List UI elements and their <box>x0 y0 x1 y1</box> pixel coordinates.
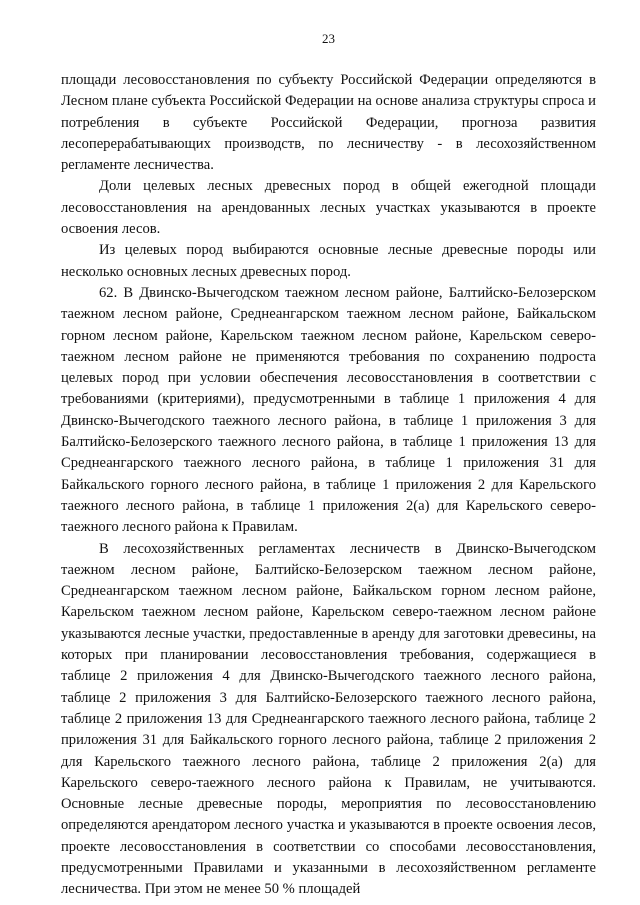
paragraph-target-species-selection: Из целевых пород выбираются основные лесные древесные породы или несколько основных лесных древесных пород. <box>61 242 596 280</box>
paragraph-target-species-shares: Доли целевых лесных древесных пород в общей ежегодной площади лесовосстановления на арендованных лесных участках указываются в проекте освоения лесов. <box>61 178 596 238</box>
paragraph-clause-62: 62. В Двинско-Вычегодском таежном лесном районе, Балтийско-Белозерском таежном лесном районе, Среднеангарском таежном лесном районе, Байкальском горном лесном районе, Карельском таежном лесном районе, Карельском северо-таежном лесном районе не применяются требования по сохранению подроста целевых пород при условии обеспечения лесовосстановления в соответствии с требованиями (критериями), предусмотренными в таблице 1 приложения 4 для Двинско-Вычегодского таежного лесного района, в таблице 1 приложения 3 для Балтийско-Белозерского таежного лесного района, в таблице 1 приложения 13 для Среднеангарского таежного лесного района, в таблице 1 приложения 31 для Байкальского горного лесного района, в таблице 1 приложения 2 для Карельского таежного лесного района, в таблице 1 приложения 2(а) для Карельского северо-таежного лесного района к Правилам. <box>61 284 596 536</box>
paragraph-continuation: площади лесовосстановления по субъекту Российской Федерации определяются в Лесном плане субъекта Российской Федерации на основе анализа структуры спроса и потребления в субъекте Российской Федерации, прогноза развития лесоперерабатывающих производств, по лесничеству - в лесохозяйственном регламенте лесничества. <box>61 72 596 174</box>
paragraph-forestry-regulations: В лесохозяйственных регламентах лесничеств в Двинско-Вычегодском таежном лесном районе, Балтийско-Белозерском таежном лесном районе, Среднеангарском таежном лесном районе, Байкальском горном лесном районе, Карельском таежном лесном районе, Карельском северо-таежном лесном районе указываются лесные участки, предоставленные в аренду для заготовки древесины, на которых при планировании лесовосстановления требования, содержащиеся в таблице 2 приложения 4 для Двинско-Вычегодского таежного лесного района, таблице 2 приложения 3 для Балтийско-Белозерского таежного лесного района, таблице 2 приложения 13 для Среднеангарского таежного лесного района, таблице 2 приложения 31 для Байкальского горного лесного района, таблице 2 приложения 2 для Карельского таежного лесного района, таблице 2 приложения 2(а) для Карельского северо-таежного лесного района к Правилам, не учитываются. Основные лесные древесные породы, мероприятия по лесовосстановлению определяются арендатором лесного участка и указываются в проекте освоения лесов, проекте лесовосстановления в соответствии со способами лесовосстановления, предусмотренными Правилами и указанными в лесохозяйственном регламенте лесничества. При этом не менее 50 % площадей <box>61 540 596 898</box>
page-number: 23 <box>322 31 335 46</box>
